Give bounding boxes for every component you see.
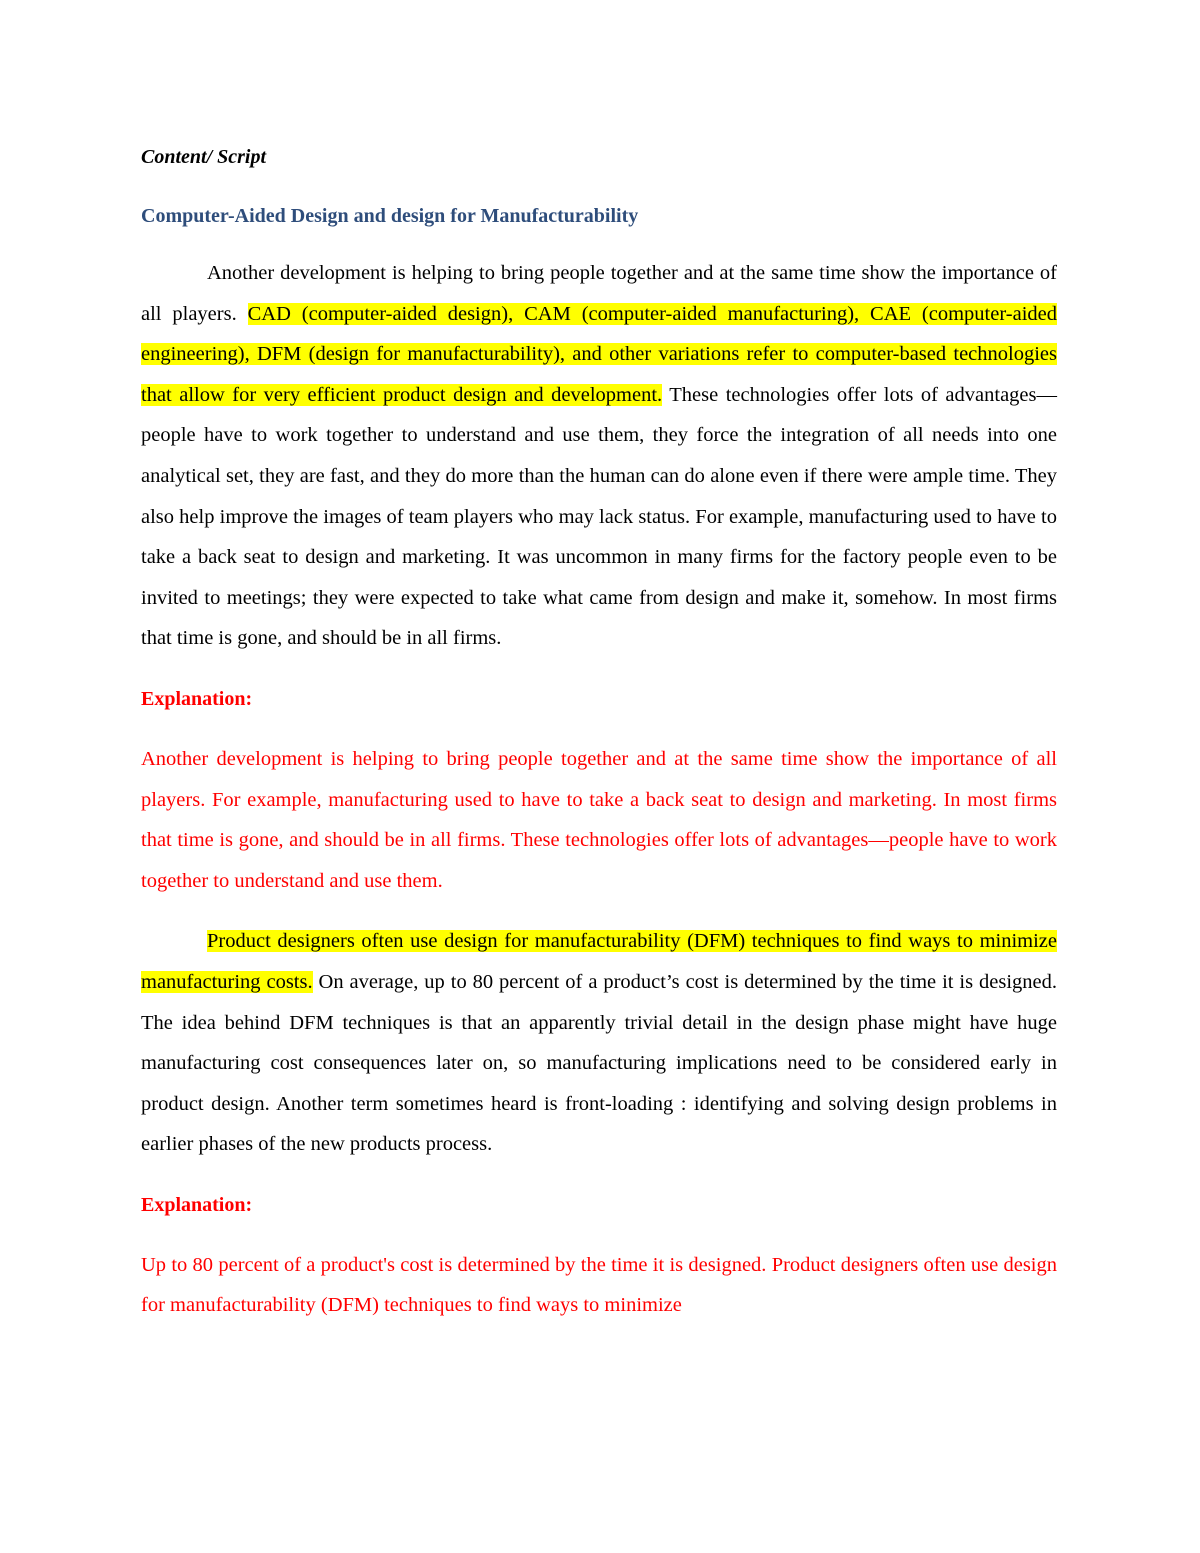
paragraph-dfm-rest: On average, up to 80 percent of a product’s cost is determined by the time it is designed. The idea behind DFM techniques is that an apparently trivial detail in the design phase might have huge manufacturing cost consequences later on, so manufacturing implications need to be considered early in product design. Another term sometimes heard is front-loading : identifying and solving design problems in earlier phases of the new products process.: [141, 970, 1057, 1156]
explanation-title-2: Explanation:: [141, 1193, 253, 1216]
paragraph-dfm-highlight: Product designers often use design for manufacturability (DFM) techniques to find ways to minimize manufacturing costs.: [141, 930, 1057, 993]
section-title: Computer-Aided Design and design for Manufacturability: [141, 205, 639, 227]
paragraph-cad-intro: Another development is helping to bring people together and at the same time show the importance of all players.: [141, 262, 1057, 325]
explanation-text-2: Up to 80 percent of a product's cost is determined by the time it is designed. Product designers often use design for manufacturability (DFM) techniques to find ways to minimize: [141, 1253, 1057, 1317]
paragraph-spacer: [141, 901, 1057, 921]
explanation-text-1: Another development is helping to bring people together and at the same time show the importance of all players. For example, manufacturing used to have to take a back seat to design and marketing. In most firms that time is gone, and should be in all firms. These technologies offer lots of advantages—people have to work together to understand and use them.: [141, 747, 1057, 892]
paragraph-dfm: [141, 921, 1057, 1165]
content-script-heading: Content/ Script: [141, 146, 267, 168]
paragraph-cad: [141, 253, 1057, 659]
paragraph-cad-rest: These technologies offer lots of advantages—people have to work together to understand and use them, they force the integration of all needs into one analytical set, they are fast, and they do more than the human can do alone even if there were ample time. They also help improve the images of team players who may lack status. For example, manufacturing used to have to take a back seat to design and marketing. It was uncommon in many firms for the factory people even to be invited to meetings; they were expected to take what came from design and make it, somehow. In most firms that time is gone, and should be in all firms.: [141, 383, 1057, 650]
paragraph-cad-highlight: CAD (computer-aided design), CAM (computer-aided manufacturing), CAE (computer-aided engineering), DFM (design for manufacturability), and other variations refer to computer-based technologies that allow for very efficient product design and development.: [141, 302, 1057, 406]
explanation-title-1: Explanation:: [141, 687, 253, 710]
